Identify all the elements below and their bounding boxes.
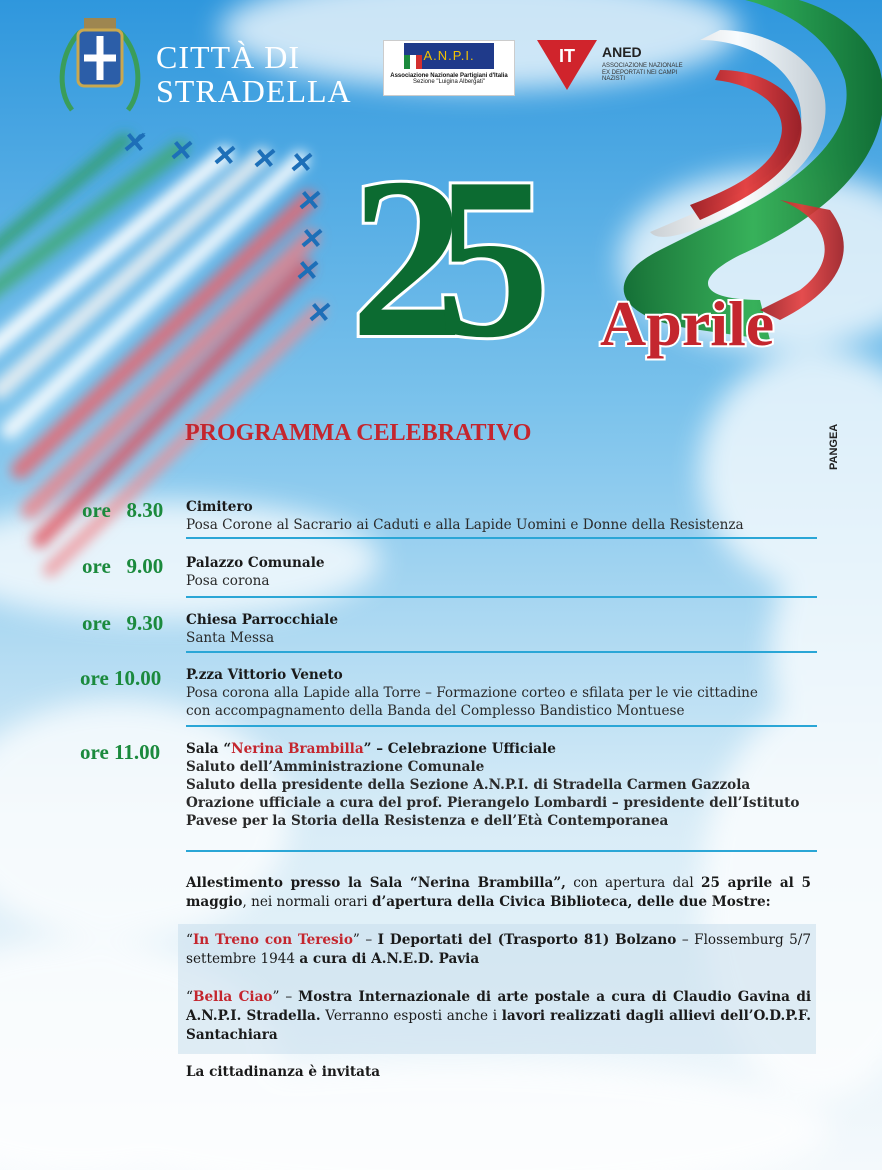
place-2: Palazzo Comunale — [186, 555, 325, 571]
divider — [186, 850, 817, 852]
desc-5d: Orazione ufficiale a cura del prof. Pierangelo Lombardi – presidente dell’Istituto — [186, 795, 800, 811]
aned-sub2: EX DEPORTATI NEI CAMPI NAZISTI — [602, 70, 678, 82]
pangea-text: PANGEA — [828, 423, 840, 470]
program-title: PROGRAMMA CELEBRATIVO — [185, 420, 532, 446]
mostra-1-b2: a cura di A.N.E.D. Pavia — [299, 951, 480, 967]
mostra-2-q1: “ — [186, 989, 193, 1005]
desc-5e: Pavese per la Storia della Resistenza e dell’Età Contemporanea — [186, 813, 669, 829]
mostra-1-b1: I Deportati del (Trasporto 81) Bolzano — [377, 932, 677, 948]
time-2: ore 9.00 — [82, 554, 164, 578]
hero-month: Aprile — [600, 288, 775, 359]
divider — [186, 725, 817, 727]
place-5-post: ” – Celebrazione Ufficiale — [363, 741, 556, 757]
time-3: ore 9.30 — [82, 611, 164, 635]
mostra-1-n1: – Flossemburg 5/7 settembre 1944 — [186, 932, 812, 967]
divider — [186, 596, 817, 598]
place-1: Cimitero — [186, 499, 253, 515]
anpi-caption-line2: Sezione "Luigina Albergati" — [413, 79, 485, 85]
italian-flag-icon — [404, 55, 422, 69]
mostra-1-paragraph — [186, 931, 811, 969]
allestimento-n1: con apertura dal — [565, 875, 702, 891]
place-3: Chiesa Parrocchiale — [186, 612, 338, 628]
schedule-item-4 — [186, 666, 758, 720]
place-5-pre: Sala “ — [186, 741, 232, 757]
time-4: ore 10.00 — [80, 666, 162, 690]
desc-3: Santa Messa — [186, 630, 275, 646]
divider — [186, 651, 817, 653]
city-name-line2: STRADELLA — [156, 73, 352, 109]
place-5-red: Nerina Brambilla — [231, 741, 364, 757]
pangea-logo — [826, 412, 840, 472]
allestimento-b2: 25 aprile al 5 maggio — [186, 875, 811, 910]
aned-triangle-icon — [537, 40, 597, 94]
schedule-item-1 — [186, 498, 744, 534]
desc-4b: con accompagnamento della Banda del Complesso Bandistico Montuese — [186, 703, 685, 719]
mostra-2-q2: ” – — [272, 989, 299, 1005]
mostra-1-title: In Treno con Teresio — [192, 932, 353, 948]
anpi-logo-banner — [404, 43, 494, 69]
divider — [186, 537, 817, 539]
city-name — [156, 40, 352, 108]
allestimento-b3: d’apertura della Civica Biblioteca, delle due Mostre: — [371, 894, 771, 910]
place-5 — [186, 740, 799, 758]
time-5: ore 11.00 — [80, 740, 161, 764]
allestimento-b1: Allestimento presso la Sala “Nerina Brambilla”, — [186, 875, 566, 891]
schedule-item-3 — [186, 611, 338, 647]
mostra-1-q1: “ — [186, 932, 193, 948]
schedule-item-5 — [186, 740, 799, 830]
mostra-2-title: Bella Ciao — [192, 989, 273, 1005]
mostra-2-paragraph — [186, 988, 811, 1045]
desc-2: Posa corona — [186, 573, 270, 589]
hero-day: 25 — [350, 140, 520, 370]
time-1: ore 8.30 — [82, 498, 164, 522]
allestimento-paragraph — [186, 874, 811, 912]
city-name-line1: CITTÀ DI — [156, 39, 300, 75]
aned-sub1: ASSOCIAZIONE NAZIONALE — [602, 63, 683, 69]
desc-1: Posa Corone al Sacrario ai Caduti e alla Lapide Uomini e Donne della Resistenza — [186, 517, 744, 533]
desc-4a: Posa corona alla Lapide alla Torre – Formazione corteo e sfilata per le vie cittadine — [186, 685, 758, 701]
place-4: P.zza Vittorio Veneto — [186, 667, 343, 683]
aned-logo-text: IT — [559, 46, 575, 66]
mostra-2-n1: Verranno esposti anche i — [320, 1008, 502, 1024]
allestimento-n2: , nei normali orari — [242, 894, 372, 910]
anpi-logo — [383, 40, 515, 96]
closing-line: La cittadinanza è invitata — [186, 1064, 381, 1080]
mostra-2-b2: lavori realizzati dagli allievi dell’O.D.P.F. Santachiara — [186, 1008, 811, 1043]
mostra-2-b1: Mostra Internazionale di arte postale a cura di Claudio Gavina di A.N.P.I. Stradella. — [186, 989, 811, 1024]
desc-5b: Saluto dell’Amministrazione Comunale — [186, 759, 485, 775]
anpi-caption-line1: Associazione Nazionale Partigiani d'Italia — [390, 73, 508, 79]
mostra-1-q2: ” – — [352, 932, 378, 948]
hero-date — [330, 140, 830, 370]
desc-5c: Saluto della presidente della Sezione A.N.P.I. di Stradella Carmen Gazzola — [186, 777, 751, 793]
anpi-logo-text: A.N.P.I. — [423, 48, 475, 63]
aned-name: ANED — [602, 44, 642, 60]
schedule-item-2 — [186, 554, 325, 590]
aned-logo — [537, 40, 687, 100]
